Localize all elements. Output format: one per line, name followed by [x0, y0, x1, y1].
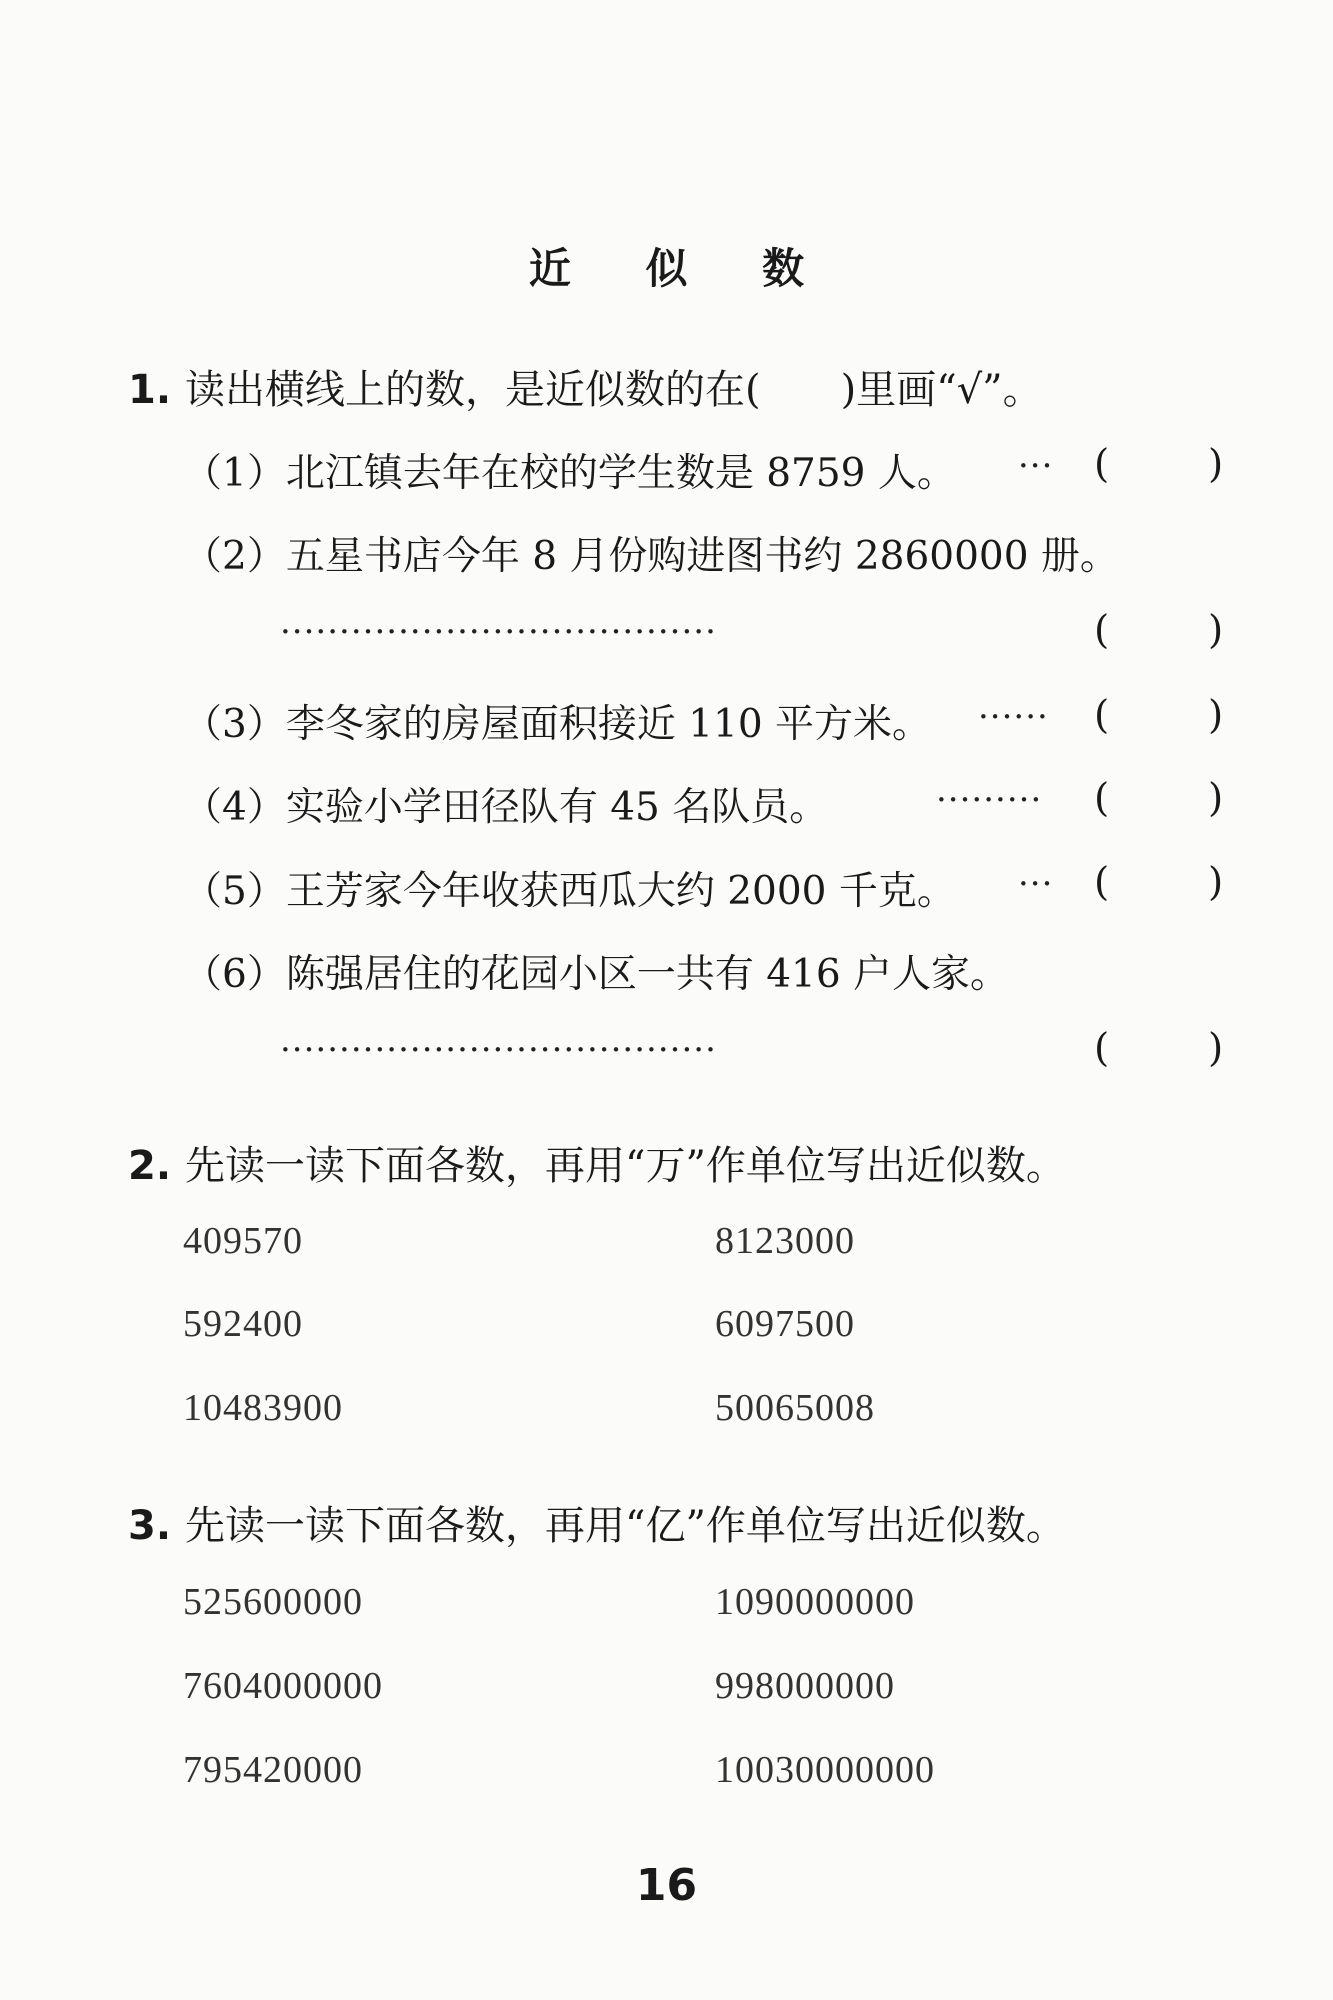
q1-item-3-answer-open[interactable]: ( [1094, 693, 1110, 738]
question-3-heading [128, 1494, 1066, 1551]
q1-item-1-answer-close[interactable]: ) [1208, 442, 1224, 487]
question-3-prompt: 先读一读下面各数，再用“亿”作单位写出近似数。 [185, 1503, 1066, 1549]
q2-number-5: 10483900 [183, 1387, 343, 1429]
q3-number-3: 7604000000 [183, 1665, 383, 1707]
q1-item-4: （4）实验小学田径队有 45 名队员。 [183, 785, 829, 830]
q3-number-4: 998000000 [715, 1665, 895, 1707]
q2-number-3: 592400 [183, 1303, 303, 1345]
q1-item-5-answer-close[interactable]: ) [1208, 860, 1224, 905]
q1-item-2-answer-close[interactable]: ) [1208, 608, 1224, 653]
q1-item-6-answer-close[interactable]: ) [1208, 1026, 1224, 1071]
q1-item-4-answer-open[interactable]: ( [1094, 776, 1110, 821]
page-title: 近 似 数 [528, 244, 835, 293]
question-1-prompt: 读出横线上的数，是近似数的在( )里画“√”。 [185, 367, 1043, 413]
q3-number-6: 10030000000 [715, 1749, 935, 1791]
q1-item-1: （1）北江镇去年在校的学生数是 8759 人。 [183, 451, 956, 496]
q1-item-6-leader: ····································· [280, 1030, 717, 1070]
q1-item-1-answer-open[interactable]: ( [1094, 442, 1110, 487]
q1-item-5-leader: ··· [1018, 864, 1054, 904]
q1-item-5-answer-open[interactable]: ( [1094, 860, 1110, 905]
q2-number-1: 409570 [183, 1220, 303, 1262]
question-3-number: 3. [128, 1503, 172, 1549]
q1-item-2: （2）五星书店今年 8 月份购进图书约 2860000 册。 [183, 534, 1119, 579]
q3-number-1: 525600000 [183, 1581, 363, 1623]
q3-number-5: 795420000 [183, 1749, 363, 1791]
question-2-number: 2. [128, 1143, 172, 1189]
question-1-heading [128, 358, 1043, 415]
q1-item-2-leader: ····································· [280, 612, 717, 652]
page-number: 16 [635, 1860, 698, 1911]
q1-item-5: （5）王芳家今年收获西瓜大约 2000 千克。 [183, 869, 956, 914]
q1-item-4-leader: ········· [936, 780, 1043, 820]
q2-number-6: 50065008 [715, 1387, 875, 1429]
q1-item-2-answer-open[interactable]: ( [1094, 608, 1110, 653]
q1-item-6-answer-open[interactable]: ( [1094, 1026, 1110, 1071]
question-2-prompt: 先读一读下面各数，再用“万”作单位写出近似数。 [185, 1143, 1066, 1189]
q2-number-2: 8123000 [715, 1220, 855, 1262]
q1-item-3-leader: ······ [978, 697, 1049, 737]
q2-number-4: 6097500 [715, 1303, 855, 1345]
question-1-number: 1. [128, 367, 172, 413]
q1-item-3: （3）李冬家的房屋面积接近 110 平方米。 [183, 702, 932, 747]
q1-item-1-leader: ··· [1018, 446, 1054, 486]
q1-item-3-answer-close[interactable]: ) [1208, 693, 1224, 738]
q1-item-6: （6）陈强居住的花园小区一共有 416 户人家。 [183, 952, 1010, 997]
q1-item-4-answer-close[interactable]: ) [1208, 776, 1224, 821]
q3-number-2: 1090000000 [715, 1581, 915, 1623]
question-2-heading [128, 1134, 1066, 1191]
